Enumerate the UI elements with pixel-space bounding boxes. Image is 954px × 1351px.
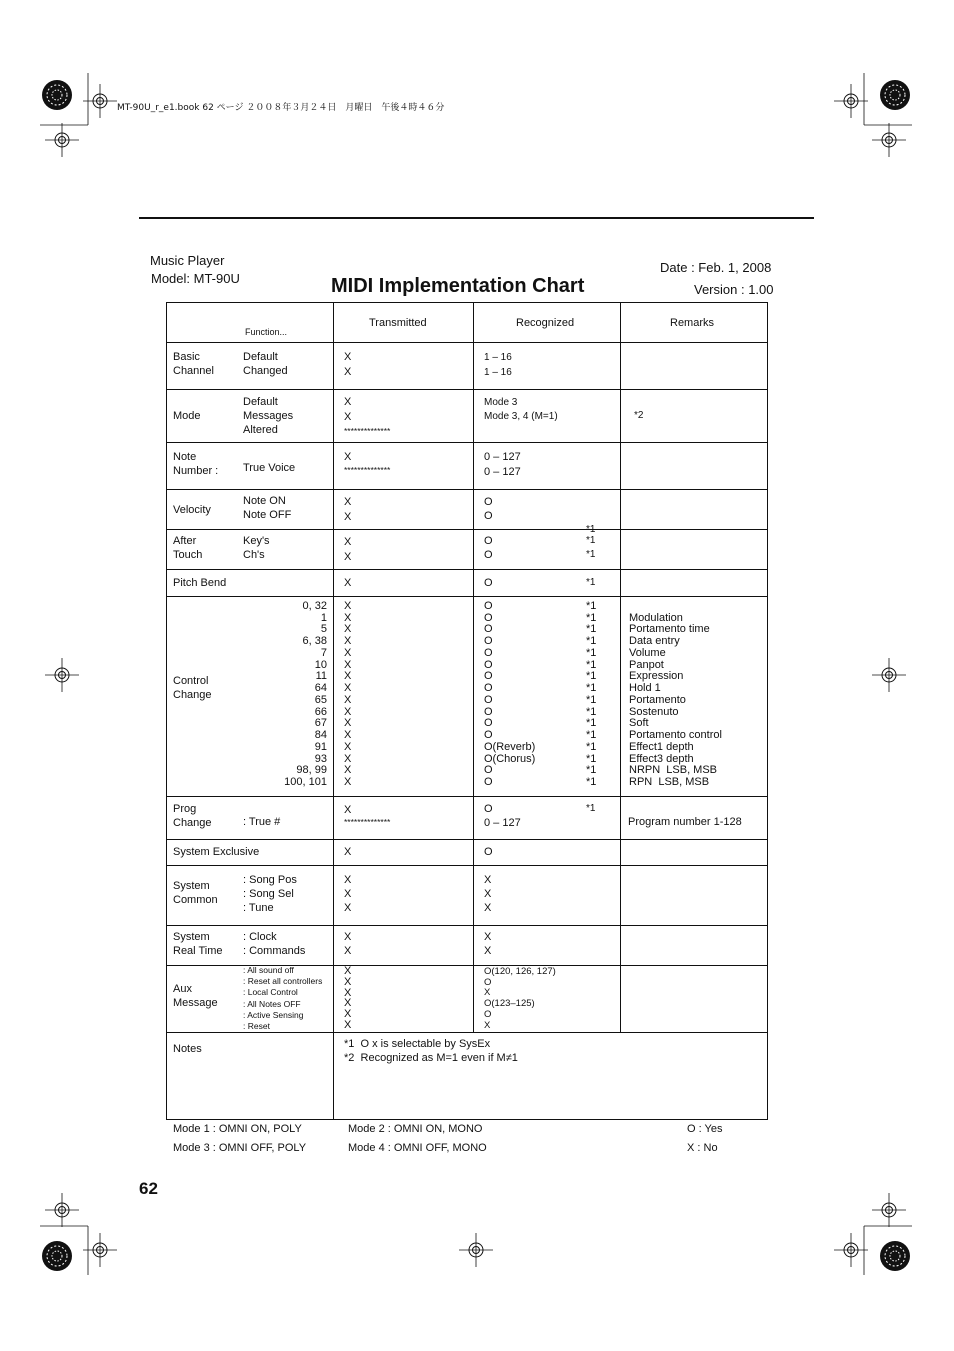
page-title: MIDI Implementation Chart — [331, 275, 585, 297]
column-divider — [620, 303, 621, 1032]
mode-remarks: *2 — [634, 410, 644, 421]
row-divider — [167, 342, 767, 343]
row-divider — [167, 489, 767, 490]
cc-tx: X — [344, 764, 352, 777]
cc-number: 91 — [314, 740, 327, 753]
cc-remark: Effect3 depth — [629, 752, 694, 765]
print-header: MT-90U_r_e1.book 62 ページ ２００８年３月２４日 月曜日 午後４時４６分 — [117, 103, 445, 113]
cc-number: 10 — [314, 658, 327, 671]
row-label-velocity: Velocity — [173, 504, 211, 516]
cc-tx: X — [344, 752, 352, 765]
footer-yes: O : Yes — [687, 1123, 723, 1135]
cc-rx-note: *1 — [586, 670, 597, 683]
row-label-system-common: System Common — [173, 880, 218, 906]
cc-rx-note: *1 — [586, 752, 597, 765]
prog-change-rx: O 0 – 127 — [484, 803, 521, 829]
row-label-aftertouch: After Touch — [173, 535, 203, 561]
cc-rx: O(Reverb) — [484, 740, 536, 753]
cc-remark: Hold 1 — [629, 682, 661, 695]
system-realtime-tx: X X — [344, 931, 352, 957]
note-number-sub: True Voice — [243, 462, 296, 474]
cc-rx-note: *1 — [586, 764, 597, 777]
column-divider — [333, 303, 334, 1032]
prog-change-sub: : True # — [243, 816, 281, 828]
cc-rx-note: *1 — [586, 646, 597, 659]
mode-tx: X X — [344, 396, 352, 423]
mode-sub: Default Messages Altered — [243, 396, 294, 436]
row-label-notes: Notes — [173, 1043, 202, 1055]
sysex-rx: O — [484, 846, 493, 858]
cc-rx-note: *1 — [586, 705, 597, 718]
velocity-rx: O O — [484, 496, 493, 522]
cc-remark: Volume — [629, 646, 666, 659]
system-realtime-rx: X X — [484, 931, 492, 957]
cc-tx: X — [344, 776, 352, 789]
cc-rx-note: *1 — [586, 623, 597, 636]
cc-number: 1 — [320, 611, 327, 624]
basic-channel-sub: Default Changed — [243, 351, 288, 377]
version: Version : 1.00 — [694, 282, 774, 297]
cc-rx: O — [484, 717, 493, 730]
cc-rx-note: *1 — [586, 717, 597, 730]
system-common-sub: : Song Pos : Song Sel : Tune — [243, 874, 297, 914]
cc-remark: Modulation — [629, 611, 683, 624]
header-remarks: Remarks — [670, 317, 715, 329]
note-number-tx-stars: ************** — [344, 465, 391, 475]
column-divider — [473, 303, 474, 1032]
cc-tx: X — [344, 600, 352, 612]
cc-rx: O — [484, 658, 493, 671]
cc-rx-note: *1 — [586, 658, 597, 671]
row-label-note-number: Note Number : — [173, 451, 219, 477]
row-divider — [167, 796, 767, 797]
velocity-rx-notes: *1 — [586, 524, 596, 535]
aux-tx: X X X X X X — [344, 965, 352, 1031]
row-divider — [167, 839, 767, 840]
cc-tx: X — [344, 729, 352, 742]
prog-change-tx: X — [344, 804, 352, 816]
cc-tx: X — [344, 705, 352, 718]
pitch-bend-rx-notes: *1 — [586, 577, 596, 588]
cc-number: 7 — [320, 646, 327, 659]
row-divider — [167, 865, 767, 866]
notes-text: *1 O x is selectable by SysEx *2 Recognized as M=1 even if M≠1 — [344, 1038, 518, 1064]
footer-mode4: Mode 4 : OMNI OFF, MONO — [348, 1142, 487, 1154]
row-label-control-change: Control Change — [173, 675, 212, 701]
cc-number: 11 — [315, 670, 327, 683]
mode-tx-stars: ************** — [344, 426, 391, 436]
footer-mode1: Mode 1 : OMNI ON, POLY — [173, 1123, 302, 1135]
footer-mode2: Mode 2 : OMNI ON, MONO — [348, 1123, 483, 1135]
cc-remark: Portamento control — [629, 729, 722, 742]
cc-tx: X — [344, 693, 352, 706]
prog-change-tx-stars: ************** — [344, 817, 391, 827]
note-number-tx: X — [344, 451, 352, 463]
cc-rx: O — [484, 623, 493, 636]
row-label-aux-message: Aux Message — [173, 983, 218, 1009]
sysex-tx: X — [344, 846, 352, 858]
aftertouch-sub: Key's Ch's — [243, 535, 270, 561]
cc-rx: O — [484, 682, 493, 695]
cc-rx: O — [484, 764, 493, 777]
footer-no: X : No — [687, 1142, 718, 1154]
system-realtime-sub: : Clock : Commands — [243, 931, 306, 957]
cc-rx: O — [484, 729, 493, 742]
product-name: Music Player — [150, 253, 225, 268]
cc-remark: Soft — [629, 717, 649, 730]
page-number: 62 — [139, 1179, 158, 1198]
cc-remark: Portamento time — [629, 623, 710, 636]
top-rule — [139, 217, 814, 219]
footer-mode3: Mode 3 : OMNI OFF, POLY — [173, 1142, 307, 1154]
prog-change-rx-notes: *1 — [586, 803, 596, 814]
cc-number: 84 — [314, 729, 327, 742]
header-recognized: Recognized — [516, 317, 575, 329]
row-divider — [167, 596, 767, 597]
cc-remark: Portamento — [629, 693, 686, 706]
row-divider — [167, 925, 767, 926]
aux-rx: O(120, 126, 127) O X O(123–125) O X — [484, 966, 556, 1031]
cc-number: 67 — [314, 717, 327, 730]
cc-tx: X — [344, 682, 352, 695]
aux-sub: : All sound off : Reset all controllers : Local Control : All Notes OFF : Active Sensing : Reset — [243, 965, 323, 1032]
cc-remark: Panpot — [629, 658, 664, 671]
column-divider — [333, 1032, 334, 1120]
cc-rx-note: *1 — [586, 776, 597, 789]
cc-rx-note: *1 — [586, 682, 597, 695]
pitch-bend-rx: O — [484, 577, 493, 589]
header-function: Function... — [245, 327, 288, 337]
aftertouch-rx: O O — [484, 535, 493, 561]
cc-rx: O — [484, 693, 493, 706]
cc-remark: NRPN LSB, MSB — [629, 764, 718, 777]
system-common-rx: X X X — [484, 874, 492, 914]
cc-rx: O(Chorus) — [484, 752, 536, 765]
cc-remark: RPN LSB, MSB — [629, 776, 710, 789]
cc-rx: O — [484, 646, 493, 659]
cc-rx-note: *1 — [586, 600, 597, 612]
row-divider — [167, 569, 767, 570]
row-divider — [167, 442, 767, 443]
cc-tx: X — [344, 646, 352, 659]
basic-channel-tx: X X — [344, 351, 352, 378]
cc-rx-note: *1 — [586, 740, 597, 753]
midi-implementation-table — [166, 302, 768, 1120]
mode-rx: Mode 3 Mode 3, 4 (M=1) — [484, 397, 558, 422]
row-divider — [167, 389, 767, 390]
row-label-system-realtime: System Real Time — [173, 931, 223, 957]
cc-rx-note: *1 — [586, 635, 597, 648]
date: Date : Feb. 1, 2008 — [660, 260, 772, 275]
cc-tx: X — [344, 670, 352, 683]
cc-tx: X — [344, 658, 352, 671]
velocity-tx: X X — [344, 496, 352, 523]
cc-rx-note: *1 — [586, 729, 597, 742]
prog-change-remarks: Program number 1-128 — [628, 816, 742, 828]
cc-number: 0, 32 — [302, 600, 327, 612]
cc-number: 6, 38 — [302, 635, 327, 648]
cc-remark: Expression — [629, 670, 684, 683]
cc-rx-note: *1 — [586, 693, 597, 706]
cc-tx: X — [344, 623, 352, 636]
cc-remark: Effect1 depth — [629, 740, 694, 753]
row-label-mode: Mode — [173, 410, 201, 422]
cc-remark: Sostenuto — [629, 705, 679, 718]
cc-rx: O — [484, 600, 493, 612]
cc-number: 66 — [314, 705, 327, 718]
row-label-pitch-bend: Pitch Bend — [173, 577, 227, 589]
cc-number: 93 — [314, 752, 327, 765]
velocity-sub: Note ON Note OFF — [243, 495, 292, 521]
cc-tx: X — [344, 611, 352, 624]
row-label-prog-change: Prog Change — [173, 803, 212, 829]
cc-rx-note: *1 — [586, 611, 597, 624]
cc-rx: O — [484, 635, 493, 648]
cc-rx: O — [484, 670, 493, 683]
cc-number: 65 — [314, 693, 327, 706]
cc-number: 64 — [314, 682, 327, 695]
row-label-basic-channel: Basic Channel — [173, 351, 214, 377]
aftertouch-tx: X X — [344, 536, 352, 563]
cc-rx: O — [484, 611, 493, 624]
cc-tx: X — [344, 717, 352, 730]
aftertouch-rx-notes: *1 *1 — [586, 535, 596, 560]
row-divider — [167, 529, 767, 530]
cc-rx: O — [484, 776, 493, 789]
header-transmitted: Transmitted — [369, 317, 427, 329]
model-name: Model: MT-90U — [151, 271, 240, 286]
cc-tx: X — [344, 740, 352, 753]
cc-number: 100, 101 — [284, 776, 327, 789]
note-number-rx: 0 – 127 0 – 127 — [484, 451, 521, 478]
row-label-system-exclusive: System Exclusive — [173, 846, 260, 858]
cc-remark: Data entry — [629, 635, 680, 648]
pitch-bend-tx: X — [344, 577, 352, 589]
system-common-tx: X X X — [344, 874, 352, 914]
cc-number: 5 — [320, 623, 327, 636]
cc-rx: O — [484, 705, 493, 718]
cc-tx: X — [344, 635, 352, 648]
cc-number: 98, 99 — [296, 764, 327, 777]
basic-channel-rx: 1 – 16 1 – 16 — [484, 352, 512, 378]
